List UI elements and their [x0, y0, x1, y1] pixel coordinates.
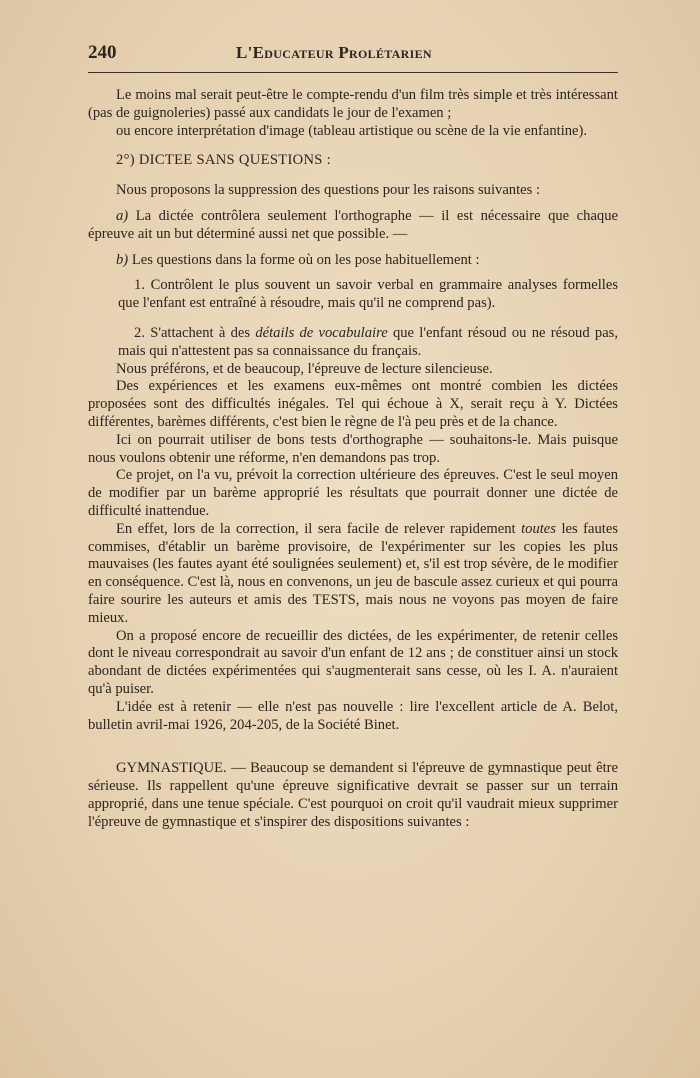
paragraph-gymnastique: GYMNASTIQUE. — Beaucoup se demandent si l'épreuve de gymnastique peut être sérieuse. Ils rappellent qu'une épreuve significative devrait se passer sur un terrain approprié, dans une tenue spéciale. C'est pourquoi on croit qu'il vaudrait mieux supprimer l'épreuve de gymnastique et s'inspirer des dispositions suivantes : — [88, 760, 618, 830]
paragraph: b) Les questions dans la forme où on les pose habituellement : — [116, 251, 480, 268]
paragraph: a) La dictée contrôlera seulement l'orthographe — il est nécessaire que chaque épreuve ait un but déterminé aussi net que possible. — — [88, 207, 618, 242]
article-body — [88, 87, 618, 831]
item-marker: b) — [116, 251, 129, 268]
paragraph: Nous proposons la suppression des questions pour les raisons suivantes : — [116, 182, 541, 199]
paragraph: Ce projet, on l'a vu, prévoit la correction ultérieure des épreuves. C'est le seul moyen de modifier par un barème approprié les résultats que pourrait donner une dictée de difficulté inattendue. — [88, 467, 618, 519]
page-number: 240 — [88, 42, 117, 63]
section-heading-dictee: 2°) DICTEE SANS QUESTIONS : — [116, 152, 332, 169]
paragraph: Des expériences et les examens eux-mêmes ont montré combien les dictées proposées sont des difficultés inégales. Tel qui échoue à X, serait reçu à Y. Dictées différentes, barèmes différents, c'est bien le règne de l'à peu près et de la chance. — [88, 378, 618, 430]
paragraph: ou encore interprétation d'image (tableau artistique ou scène de la vie enfantine). — [116, 122, 588, 139]
item-marker: a) — [116, 207, 129, 224]
sub-item: 1. Contrôlent le plus souvent un savoir verbal en grammaire analyses formelles que l'enfant est entraîné à résoudre, mais qu'il ne comprend pas). — [118, 277, 618, 312]
running-title: L'Educateur Prolétarien — [236, 43, 432, 62]
paragraph: L'idée est à retenir — elle n'est pas nouvelle : lire l'excellent article de A. Belot, bulletin avril-mai 1926, 204-205, de la Société Binet. — [88, 698, 618, 733]
paragraph: En effet, lors de la correction, il sera facile de relever rapidement toutes les fautes commises, d'établir un barème provisoire, de l'expérimenter sur les copies les plus mauvaises (les fautes ayant été soulignées seulement) et, s'il est trop sévère, de le modifier en conséquence. C'est là, nous en convenons, un jeu de bascule assez curieux et qui pourra faire sourire les auteurs et amis des TESTS, mais nous ne voyons pas moyen de faire mieux. — [88, 520, 618, 626]
paragraph: On a proposé encore de recueillir des dictées, de les expérimenter, de retenir celles dont le niveau correspondrait au savoir d'un enfant de 12 ans ; de constituer ainsi un stock abondant de dictées expérimentées qui s'augmenterait sans cesse, où les I. A. n'auraient qu'à puiser. — [88, 627, 618, 697]
page — [88, 42, 618, 831]
sub-item: 2. S'attachent à des détails de vocabulaire que l'enfant résoud ou ne résoud pas, mais qui n'attestent pas sa connaissance du français. — [118, 324, 619, 359]
paragraph: Le moins mal serait peut-être le compte-rendu d'un film très simple et très intéressant (pas de guignoleries) passé aux candidats le jour de l'examen ; — [88, 87, 618, 121]
paragraph: Nous préférons, et de beaucoup, l'épreuve de lecture silencieuse. — [116, 360, 493, 377]
page-header — [88, 42, 618, 73]
paragraph: Ici on pourrait utiliser de bons tests d'orthographe — souhaitons-le. Mais puisque nous voulons obtenir une réforme, n'en demandons pas trop. — [88, 431, 618, 466]
